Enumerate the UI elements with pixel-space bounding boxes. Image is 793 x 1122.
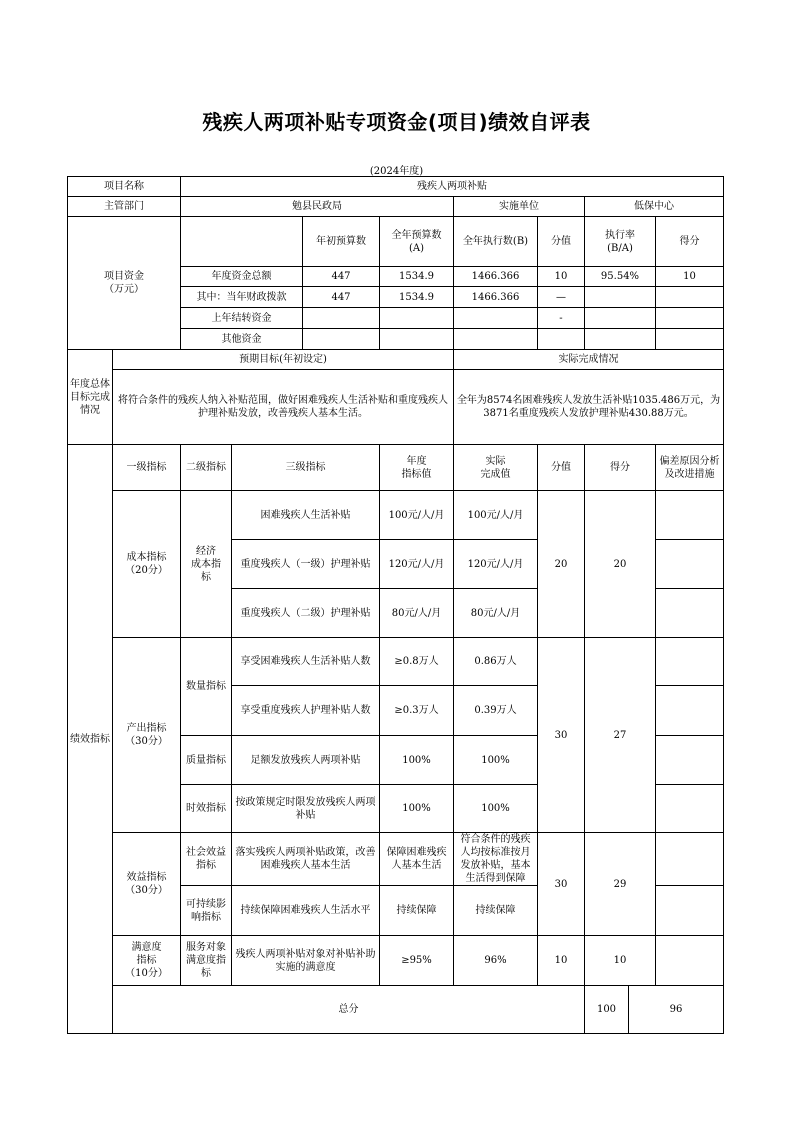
cost-item-target: 100元/人/月 <box>380 491 454 540</box>
funds-row-label: 其中：当年财政拨款 <box>181 287 303 308</box>
satisfaction-l1: 满意度 指标 （10分） <box>113 936 181 986</box>
cost-item-actual: 100元/人/月 <box>454 491 538 540</box>
benefit-item-target: 保障困难残疾人基本生活 <box>380 833 454 886</box>
output-item-target: ≥0.3万人 <box>380 686 454 736</box>
funds-label: 项目资金 （万元） <box>68 217 181 350</box>
satisfaction-target: ≥95% <box>380 936 454 986</box>
output-quality-label: 质量指标 <box>181 736 232 785</box>
benefit-analysis <box>656 833 724 886</box>
benefit-item-target: 持续保障 <box>380 886 454 936</box>
perf-header-l3: 三级指标 <box>232 445 380 491</box>
satisfaction-item-name: 残疾人两项补贴对象对补贴补助实施的满意度 <box>232 936 380 986</box>
funds-row-annual: 1534.9 <box>380 267 454 287</box>
funds-row-label: 上年结转资金 <box>181 308 303 329</box>
total-value: 100 <box>585 986 629 1034</box>
cost-item-target: 80元/人/月 <box>380 589 454 638</box>
output-item-name: 按政策规定时限发放残疾人两项补贴 <box>232 785 380 833</box>
output-item-target: ≥0.8万人 <box>380 638 454 686</box>
funds-header-blank <box>181 217 303 267</box>
funds-row-label: 年度资金总额 <box>181 267 303 287</box>
funds-row-initial <box>303 329 380 350</box>
perf-label: 绩效指标 <box>68 445 113 1034</box>
goals-actual: 全年为8574名困难残疾人发放生活补贴1035.486万元，为3871名重度残疾人发放护理补贴430.88万元。 <box>454 370 724 445</box>
goals-expected-label: 预期目标(年初设定) <box>113 350 454 370</box>
benefit-item-actual: 符合条件的残疾人均按标准按月发放补贴，基本生活得到保障 <box>454 833 538 886</box>
funds-row-value: — <box>538 287 585 308</box>
perf-header-analysis: 偏差原因分析及改进措施 <box>656 445 724 491</box>
funds-header-exec: 全年执行数(B) <box>454 217 538 267</box>
satisfaction-l2: 服务对象满意度指标 <box>181 936 232 986</box>
perf-header-actual: 实际 完成值 <box>454 445 538 491</box>
funds-row-rate: 95.54% <box>585 267 656 287</box>
funds-header-annual: 全年预算数 (A) <box>380 217 454 267</box>
page-title: 残疾人两项补贴专项资金(项目)绩效自评表 <box>202 110 591 134</box>
funds-row-rate <box>585 329 656 350</box>
funds-row-initial: 447 <box>303 287 380 308</box>
perf-header-l2: 二级指标 <box>181 445 232 491</box>
cost-item-actual: 120元/人/月 <box>454 540 538 589</box>
funds-row-exec <box>454 308 538 329</box>
satisfaction-analysis <box>656 936 724 986</box>
benefit-social-label: 社会效益 指标 <box>181 833 232 886</box>
benefit-analysis <box>656 886 724 936</box>
benefit-score: 29 <box>585 833 656 936</box>
cost-item-target: 120元/人/月 <box>380 540 454 589</box>
cost-l2: 经济 成本指 标 <box>181 491 232 638</box>
cost-item-name: 重度残疾人（一级）护理补贴 <box>232 540 380 589</box>
perf-header-score: 得分 <box>585 445 656 491</box>
output-item-target: 100% <box>380 736 454 785</box>
cost-item-actual: 80元/人/月 <box>454 589 538 638</box>
benefit-item-name: 持续保障困难残疾人生活水平 <box>232 886 380 936</box>
total-label: 总分 <box>113 986 585 1034</box>
funds-row-annual <box>380 308 454 329</box>
output-item-actual: 0.86万人 <box>454 638 538 686</box>
cost-item-name: 重度残疾人（二级）护理补贴 <box>232 589 380 638</box>
benefit-item-name: 落实残疾人两项补贴政策，改善困难残疾人基本生活 <box>232 833 380 886</box>
cost-analysis <box>656 540 724 589</box>
perf-header-value: 分值 <box>538 445 585 491</box>
funds-row-exec: 1466.366 <box>454 287 538 308</box>
benefit-l1: 效益指标 （30分） <box>113 833 181 936</box>
output-item-actual: 100% <box>454 785 538 833</box>
funds-row-annual: 1534.9 <box>380 287 454 308</box>
funds-header-initial: 年初预算数 <box>303 217 380 267</box>
output-quantity-label: 数量指标 <box>181 638 232 736</box>
funds-row-score <box>656 329 724 350</box>
output-analysis <box>656 785 724 833</box>
perf-header-target: 年度 指标值 <box>380 445 454 491</box>
goals-actual-label: 实际完成情况 <box>454 350 724 370</box>
output-item-target: 100% <box>380 785 454 833</box>
output-analysis <box>656 686 724 736</box>
benefit-value: 30 <box>538 833 585 936</box>
unit-value: 低保中心 <box>585 197 724 217</box>
funds-row-score <box>656 308 724 329</box>
cost-l1: 成本指标 （20分） <box>113 491 181 638</box>
project-name: 残疾人两项补贴 <box>181 177 724 197</box>
funds-row-value: - <box>538 308 585 329</box>
cost-score: 20 <box>585 491 656 638</box>
funds-row-rate <box>585 308 656 329</box>
self-evaluation-table <box>67 176 724 1034</box>
output-value: 30 <box>538 638 585 833</box>
funds-row-exec: 1466.366 <box>454 267 538 287</box>
funds-row-exec <box>454 329 538 350</box>
output-item-actual: 0.39万人 <box>454 686 538 736</box>
funds-row-initial: 447 <box>303 267 380 287</box>
output-item-name: 享受重度残疾人护理补贴人数 <box>232 686 380 736</box>
funds-header-rate: 执行率 (B/A) <box>585 217 656 267</box>
output-analysis <box>656 638 724 686</box>
funds-row-annual <box>380 329 454 350</box>
funds-row-initial <box>303 308 380 329</box>
cost-analysis <box>656 491 724 540</box>
satisfaction-score: 10 <box>585 936 656 986</box>
output-analysis <box>656 736 724 785</box>
goals-expected: 将符合条件的残疾人纳入补贴范围，做好困难残疾人生活补贴和重度残疾人护理补贴发放，改善残疾人基本生活。 <box>113 370 454 445</box>
cost-item-name: 困难残疾人生活补贴 <box>232 491 380 540</box>
output-item-name: 足额发放残疾人两项补贴 <box>232 736 380 785</box>
goals-label: 年度总体目标完成情况 <box>68 350 113 445</box>
funds-row-rate <box>585 287 656 308</box>
output-item-name: 享受困难残疾人生活补贴人数 <box>232 638 380 686</box>
perf-header-l1: 一级指标 <box>113 445 181 491</box>
total-score: 96 <box>629 986 724 1034</box>
output-score: 27 <box>585 638 656 833</box>
output-l1: 产出指标 （30分） <box>113 638 181 833</box>
cost-value: 20 <box>538 491 585 638</box>
project-name-label: 项目名称 <box>68 177 181 197</box>
funds-row-score <box>656 287 724 308</box>
output-time-label: 时效指标 <box>181 785 232 833</box>
dept-value: 勉县民政局 <box>181 197 454 217</box>
report-year: (2024年度) <box>369 166 424 177</box>
funds-row-label: 其他资金 <box>181 329 303 350</box>
funds-header-score: 得分 <box>656 217 724 267</box>
benefit-sustain-label: 可持续影响指标 <box>181 886 232 936</box>
benefit-item-actual: 持续保障 <box>454 886 538 936</box>
output-item-actual: 100% <box>454 736 538 785</box>
unit-label: 实施单位 <box>454 197 585 217</box>
funds-header-value: 分值 <box>538 217 585 267</box>
cost-analysis <box>656 589 724 638</box>
dept-label: 主管部门 <box>68 197 181 217</box>
satisfaction-actual: 96% <box>454 936 538 986</box>
funds-row-value <box>538 329 585 350</box>
funds-row-value: 10 <box>538 267 585 287</box>
satisfaction-value: 10 <box>538 936 585 986</box>
funds-row-score: 10 <box>656 267 724 287</box>
